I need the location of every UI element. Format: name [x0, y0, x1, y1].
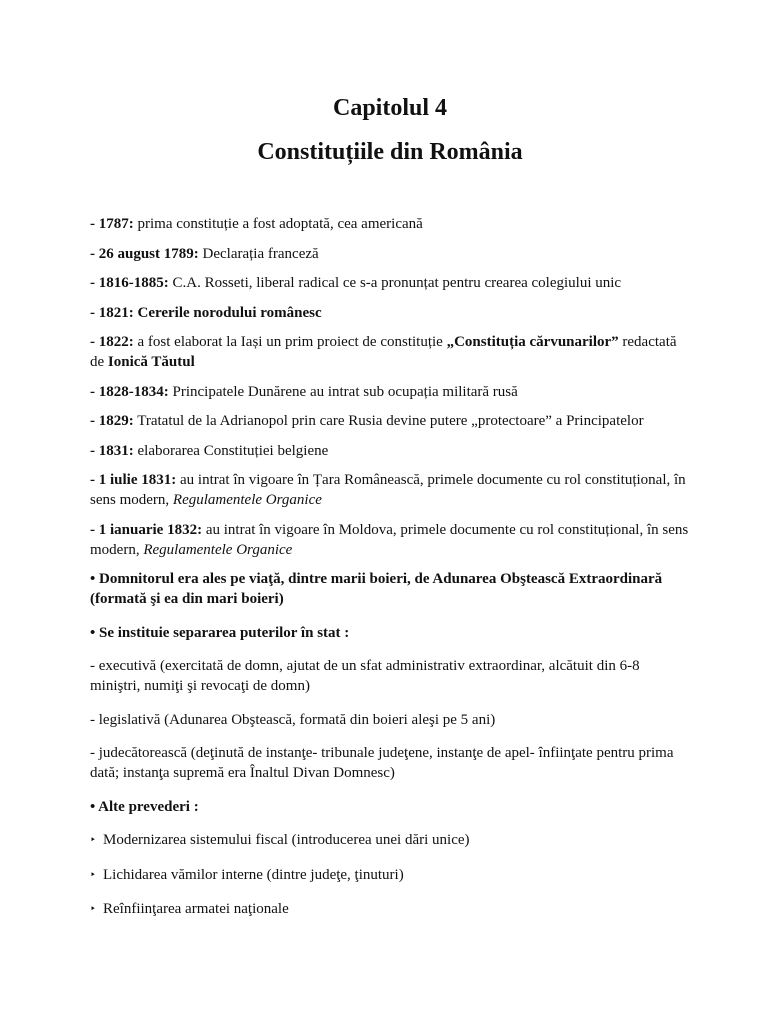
triangle-bullet-icon: ‣ [90, 904, 96, 915]
timeline-entry [90, 332, 690, 372]
other-provisions-heading: • Alte prevederi : [90, 798, 199, 815]
entry-text: Declarația franceză [198, 245, 319, 262]
timeline-entry [90, 441, 690, 461]
entry-text: elaborarea Constituției belgiene [133, 442, 329, 459]
chapter-title: Constituțiile din România [257, 139, 523, 165]
timeline-entry [90, 520, 690, 560]
document-page [90, 92, 690, 934]
provision-text: Reînfiinţarea armatei naţionale [103, 901, 289, 917]
chapter-heading: Capitolul 4 [332, 95, 448, 121]
timeline-entry [90, 244, 690, 264]
entry-text: au intrat în vigoare în Țara Românească, primele documente cu rol constituțional, în sens modern, [90, 472, 686, 508]
entry-date: - 1787: [90, 216, 134, 232]
provision-item [90, 899, 690, 920]
triangle-bullet-icon: ‣ [90, 835, 96, 846]
provision-item [90, 865, 690, 886]
entry-text: Tratatul de la Adrianopol prin care Rusia devine putere „protectoare” a Principatelor [133, 413, 644, 429]
entry-italic: Regulamentele Organice [143, 541, 293, 558]
entry-text: redactată de [90, 334, 677, 370]
entry-date: - 1822: [90, 334, 134, 350]
entry-date: - 1829: [90, 413, 134, 429]
provision-text: Modernizarea sistemului fiscal (introducerea unei dări unice) [103, 832, 470, 848]
entry-date: - 1816-1885: [90, 275, 169, 291]
power-item-legislative: - legislativă (Adunarea Obştească, formată din boieri aleşi pe 5 ani) [90, 711, 496, 728]
triangle-bullet-icon: ‣ [90, 869, 96, 881]
entry-text: C.A. Rosseti, liberal radical ce s-a pronunțat pentru crearea colegiului unic [168, 275, 622, 291]
provision-item [90, 830, 690, 851]
timeline-list [90, 214, 690, 560]
power-item-judicial: - judecătorească (deţinută de instanţe- tribunale judeţene, instanţe de apel- înfiinţate pentru prima dată; instanţa supremă era Înaltul Divan Domnesc) [90, 745, 674, 781]
power-item-executive: - executivă (exercitată de domn, ajutat de un sfat administrativ extraordinar, alcătuit din 6-8 miniştri, numiţi şi revocaţi de domn) [90, 658, 640, 694]
separation-heading: • Se instituie separarea puterilor în stat : [90, 624, 350, 641]
entry-text: au intrat în vigoare în Moldova, primele documente cu rol constituțional, în sens modern, [90, 521, 689, 558]
entry-date: - 1821: Cererile norodului românesc [90, 304, 322, 321]
entry-date: - 1831: [90, 442, 134, 459]
entry-text: Principatele Dunărene au intrat sub ocupația militară rusă [168, 383, 518, 400]
timeline-entry [90, 411, 690, 431]
timeline-entry [90, 214, 690, 234]
author-name: Ionică Tăutul [107, 354, 195, 370]
entry-date: - 1 iulie 1831: [90, 472, 177, 488]
entry-date: - 1828-1834: [90, 383, 169, 400]
provision-text: Lichidarea vămilor interne (dintre judeţe, ţinuturi) [103, 866, 404, 883]
timeline-entry [90, 470, 690, 510]
constitution-name: „Constituția cărvunarilor” [446, 334, 619, 350]
timeline-entry [90, 273, 690, 293]
entry-date: - 1 ianuarie 1832: [90, 521, 203, 538]
entry-date: - 26 august 1789: [90, 245, 199, 262]
timeline-entry [90, 303, 690, 323]
entry-text: a fost elaborat la Iași un prim proiect de constituție [133, 334, 447, 350]
entry-text: prima constituție a fost adoptată, cea americană [133, 216, 423, 232]
entry-italic: Regulamentele Organice [172, 492, 322, 508]
domnitor-paragraph: • Domnitorul era ales pe viaţă, dintre marii boieri, de Adunarea Obştească Extraordinară (formată şi ea din mari boieri) [90, 571, 663, 607]
timeline-entry [90, 382, 690, 402]
